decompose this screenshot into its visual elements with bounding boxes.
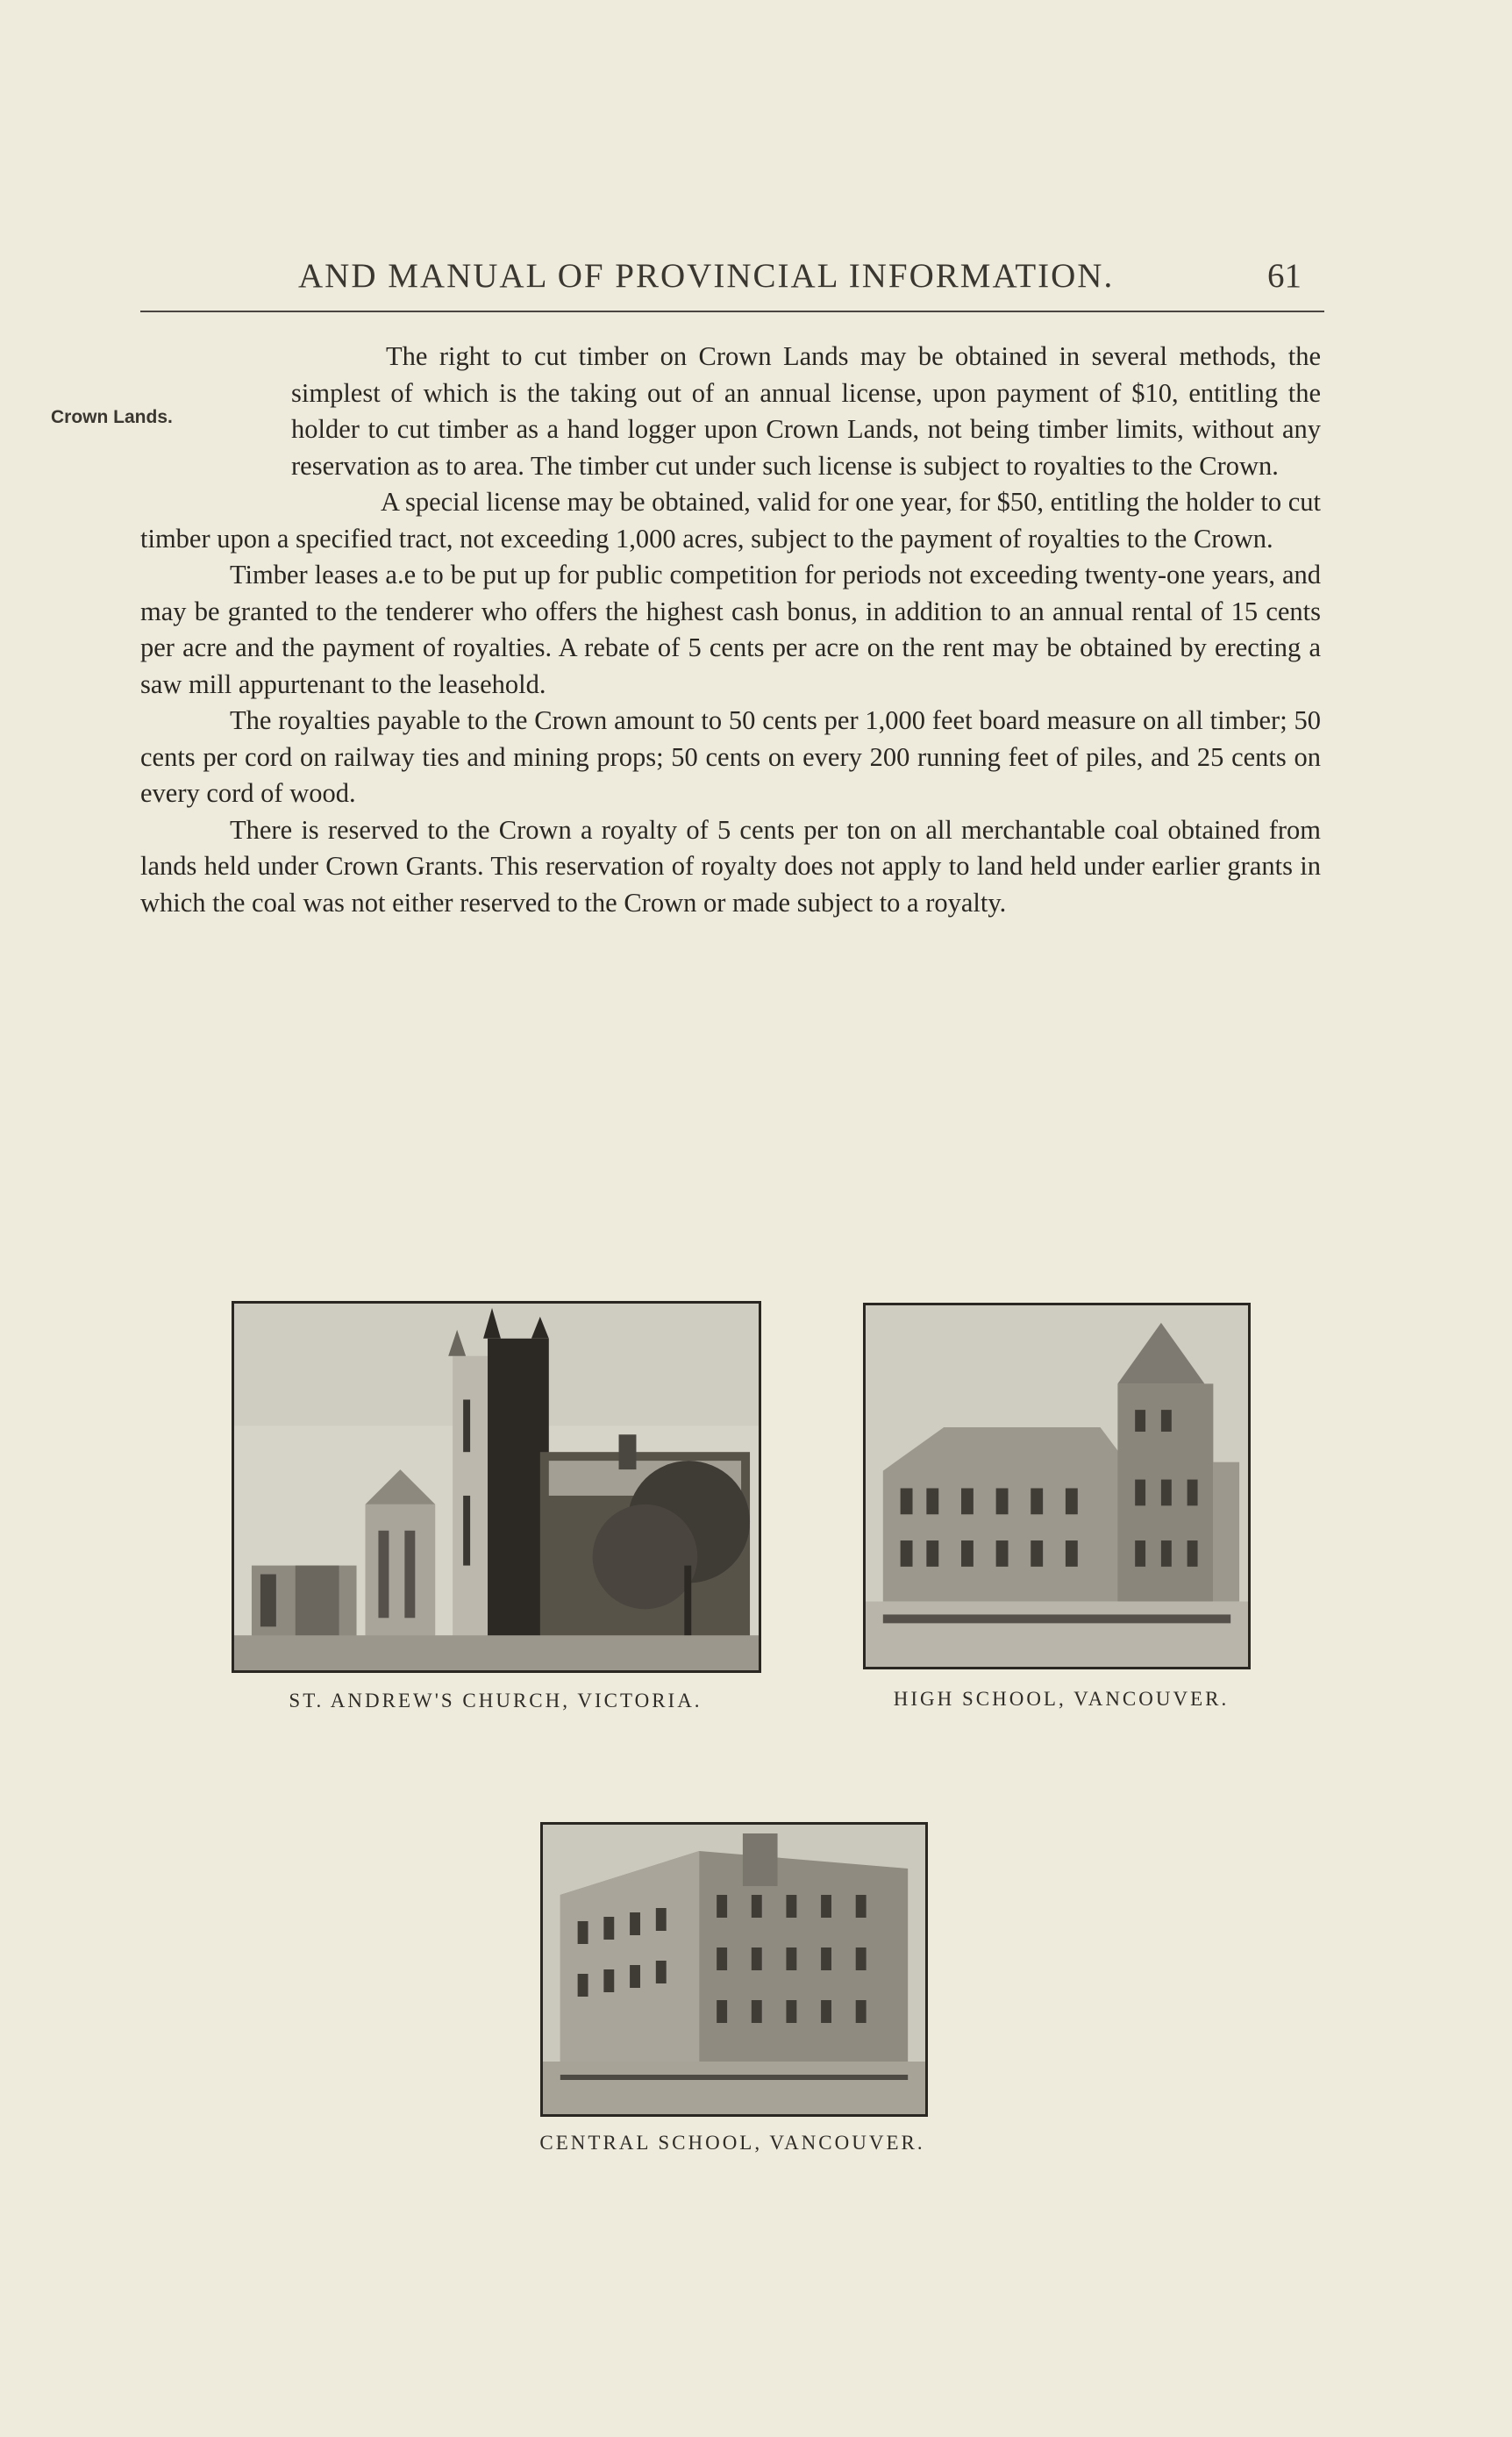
central-school-photo bbox=[540, 1822, 928, 2117]
header-rule bbox=[140, 311, 1324, 312]
running-title: AND MANUAL OF PROVINCIAL INFORMATION. bbox=[298, 257, 1115, 295]
paragraph-text: The right to cut timber on Crown Lands may be obtained in several methods, the simplest of which is the taking out of an annual license, upon payment of $10, entitling the holder to cut timber as a hand logger upon Crown Lands, not being timber limits, without any reservation as to area. The timber cut under such license is subject to royalties to the Crown. bbox=[291, 341, 1321, 481]
church-caption: ST. ANDREW'S CHURCH, VICTORIA. bbox=[289, 1690, 703, 1712]
paragraph: Timber leases a.e to be put up for public competition for periods not exceeding twenty-one years, and may be granted to the tenderer who offers the highest cash bonus, in addition to an annual rental of 15 cents per acre and the payment of royalties. A rebate of 5 cents per acre on the rent may be obtained by erecting a saw mill appurtenant to the leasehold. bbox=[140, 560, 1321, 699]
paragraph: A special license may be obtained, valid for one year, for $50, entitling the holder to cut timber upon a specified tract, not exceeding 1,000 acres, subject to the payment of royalties to the Crown. bbox=[140, 487, 1321, 554]
page-number: 61 bbox=[1267, 257, 1302, 295]
margin-note: Crown Lands. bbox=[51, 407, 173, 427]
high-school-caption: HIGH SCHOOL, VANCOUVER. bbox=[893, 1688, 1230, 1710]
high-school-photo bbox=[863, 1303, 1251, 1669]
paragraph-crown-lands bbox=[51, 339, 1321, 484]
church-illustration bbox=[234, 1304, 759, 1670]
high-school-illustration bbox=[866, 1305, 1248, 1667]
running-header bbox=[140, 256, 1324, 300]
body-text bbox=[51, 339, 1321, 921]
central-school-caption: CENTRAL SCHOOL, VANCOUVER. bbox=[539, 2132, 925, 2154]
central-school-illustration bbox=[543, 1825, 925, 2114]
paragraph: The royalties payable to the Crown amount to 50 cents per 1,000 feet board measure on all timber; 50 cents per cord on railway ties and mining props; 50 cents on every 200 running feet of piles, and 25 cents on every cord of wood. bbox=[140, 705, 1321, 808]
paragraph: There is reserved to the Crown a royalty of 5 cents per ton on all merchantable coal obtained from lands held under Crown Grants. This reservation of royalty does not apply to land held under earlier grants in which the coal was not either reserved to the Crown or made subject to a royalty. bbox=[140, 814, 1321, 918]
church-photo bbox=[232, 1301, 761, 1673]
